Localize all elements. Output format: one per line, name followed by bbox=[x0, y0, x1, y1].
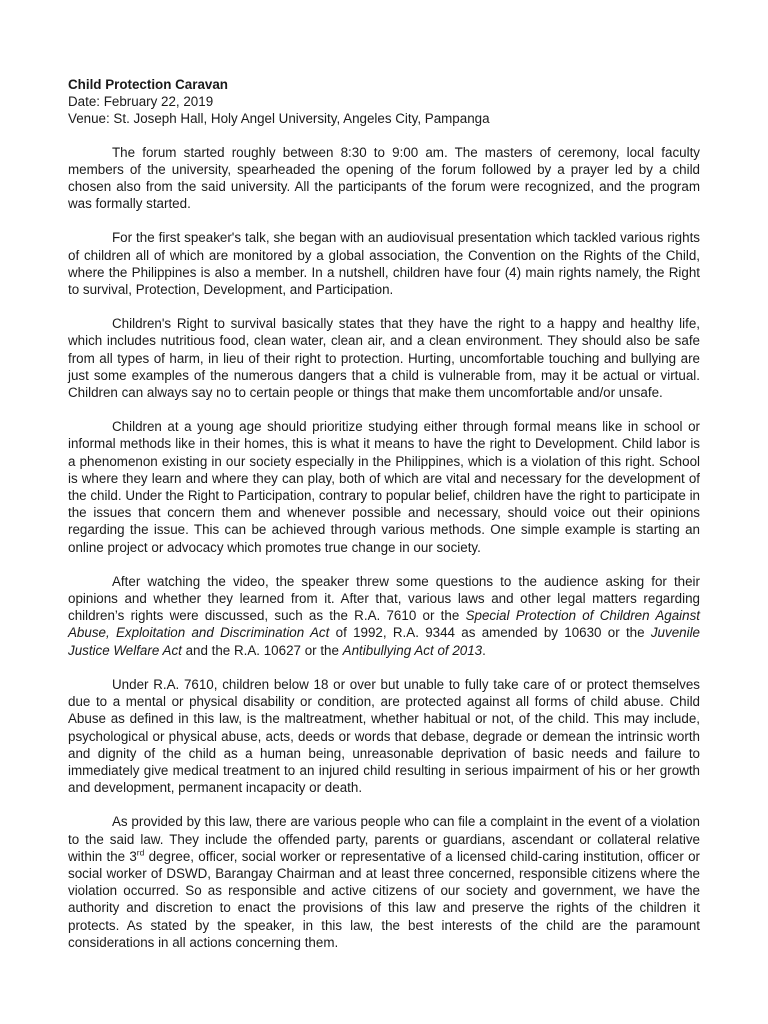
document-page bbox=[68, 76, 700, 951]
paragraph-complaint-filers bbox=[68, 813, 700, 951]
paragraph-laws-discussed bbox=[68, 573, 700, 659]
date-line: Date: February 22, 2019 bbox=[68, 94, 214, 110]
ra7610-title: Special Protection of Children Against Abuse, Exploitation and Discrimination Act bbox=[68, 608, 700, 641]
paragraph-right-to-development: Children at a young age should prioritize studying either through formal means like in school or informal methods like in their homes, this is what it means to have the right to Development. Child labor is a phenomenon existing in our society especially in the Philippines, which is a violation of this right. School is where they learn and where they can play, both of which are vital and necessary for the development of the child. Under the Right to Participation, contrary to popular belief, children have the right to participate in the issues that concern them and whenever possible and necessary, should voice out their opinions regarding the issue. This can be achieved through various methods. One simple example is starting an online project or advocacy which promotes true change in our society. bbox=[68, 419, 700, 555]
laws-text-3: and the R.A. 10627 or the bbox=[181, 642, 343, 658]
juvenile-justice-act-title: Juvenile Justice Welfare Act bbox=[68, 625, 700, 658]
paragraph-right-to-survival: Children's Right to survival basically states that they have the right to a happy and healthy life, which includes nutritious food, clean water, clean air, and a clean environment. They should also be safe from all types of harm, in lieu of their right to protection. Hurting, uncomfortable touching and bullying are just some examples of the numerous dangers that a child is vulnerable from, may it be actual or virtual. Children can always say no to certain people or things that make them uncomfortable and/or unsafe. bbox=[68, 316, 700, 401]
document-title: Child Protection Caravan bbox=[68, 77, 228, 92]
venue-line: Venue: St. Joseph Hall, Holy Angel University, Angeles City, Pampanga bbox=[68, 111, 490, 127]
complaint-text-2: degree, officer, social worker or representative of a licensed child-caring institution, officer or social worker of DSWD, Barangay Chairman and at least three concerned, responsible citizens where the violation occurred. So as responsible and active citizens of our society and government, we have the authority and discretion to enact the provisions of this law and preserve the rights of the children it protects. As stated by the speaker, in this law, the best interests of the child are the paramount considerations in all actions concerning them. bbox=[68, 848, 700, 950]
laws-text-2: of 1992, R.A. 9344 as amended by 10630 or the bbox=[329, 625, 651, 641]
antibullying-act-title: Antibullying Act of 2013 bbox=[342, 642, 483, 658]
paragraph-ra7610-definition: Under R.A. 7610, children below 18 or over but unable to fully take care of or protect themselves due to a mental or physical disability or condition, are protected against all forms of child abuse. Child Abuse as defined in this law, is the maltreatment, whether habitual or not, of the child. This may include, psychological or physical abuse, acts, deeds or words that debase, degrade or demean the intrinsic worth and dignity of the child as a human being, unreasonable deprivation of basic needs and failure to immediately give medical treatment to an injured child resulting in serious impairment of his or her growth and development, permanent incapacity or death. bbox=[68, 676, 700, 796]
laws-text-1: After watching the video, the speaker threw some questions to the audience asking for their opinions and whether they learned from it. After that, various laws and other legal matters regarding children’s rights were discussed, such as the R.A. 7610 or the bbox=[68, 573, 700, 624]
complaint-text-1: As provided by this law, there are various people who can file a complaint in the event of a violation to the said law. They include the offended party, parents or guardians, ascendant or collateral relative within the 3 bbox=[68, 814, 700, 864]
paragraph-first-speaker: For the first speaker's talk, she began with an audiovisual presentation which tackled various rights of children all of which are monitored by a global association, the Convention on the Rights of the Child, where the Philippines is also a member. In a nutshell, children have four (4) main rights namely, the Right to survival, Protection, Development, and Participation. bbox=[68, 230, 700, 298]
laws-text-4: . bbox=[482, 642, 486, 658]
paragraph-forum-opening: The forum started roughly between 8:30 to 9:00 am. The masters of ceremony, local faculty members of the university, spearheaded the opening of the forum followed by a prayer led by a child chosen also from the said university. All the participants of the forum were recognized, and the program was formally started. bbox=[68, 144, 700, 212]
ordinal-superscript: rd bbox=[136, 847, 145, 858]
